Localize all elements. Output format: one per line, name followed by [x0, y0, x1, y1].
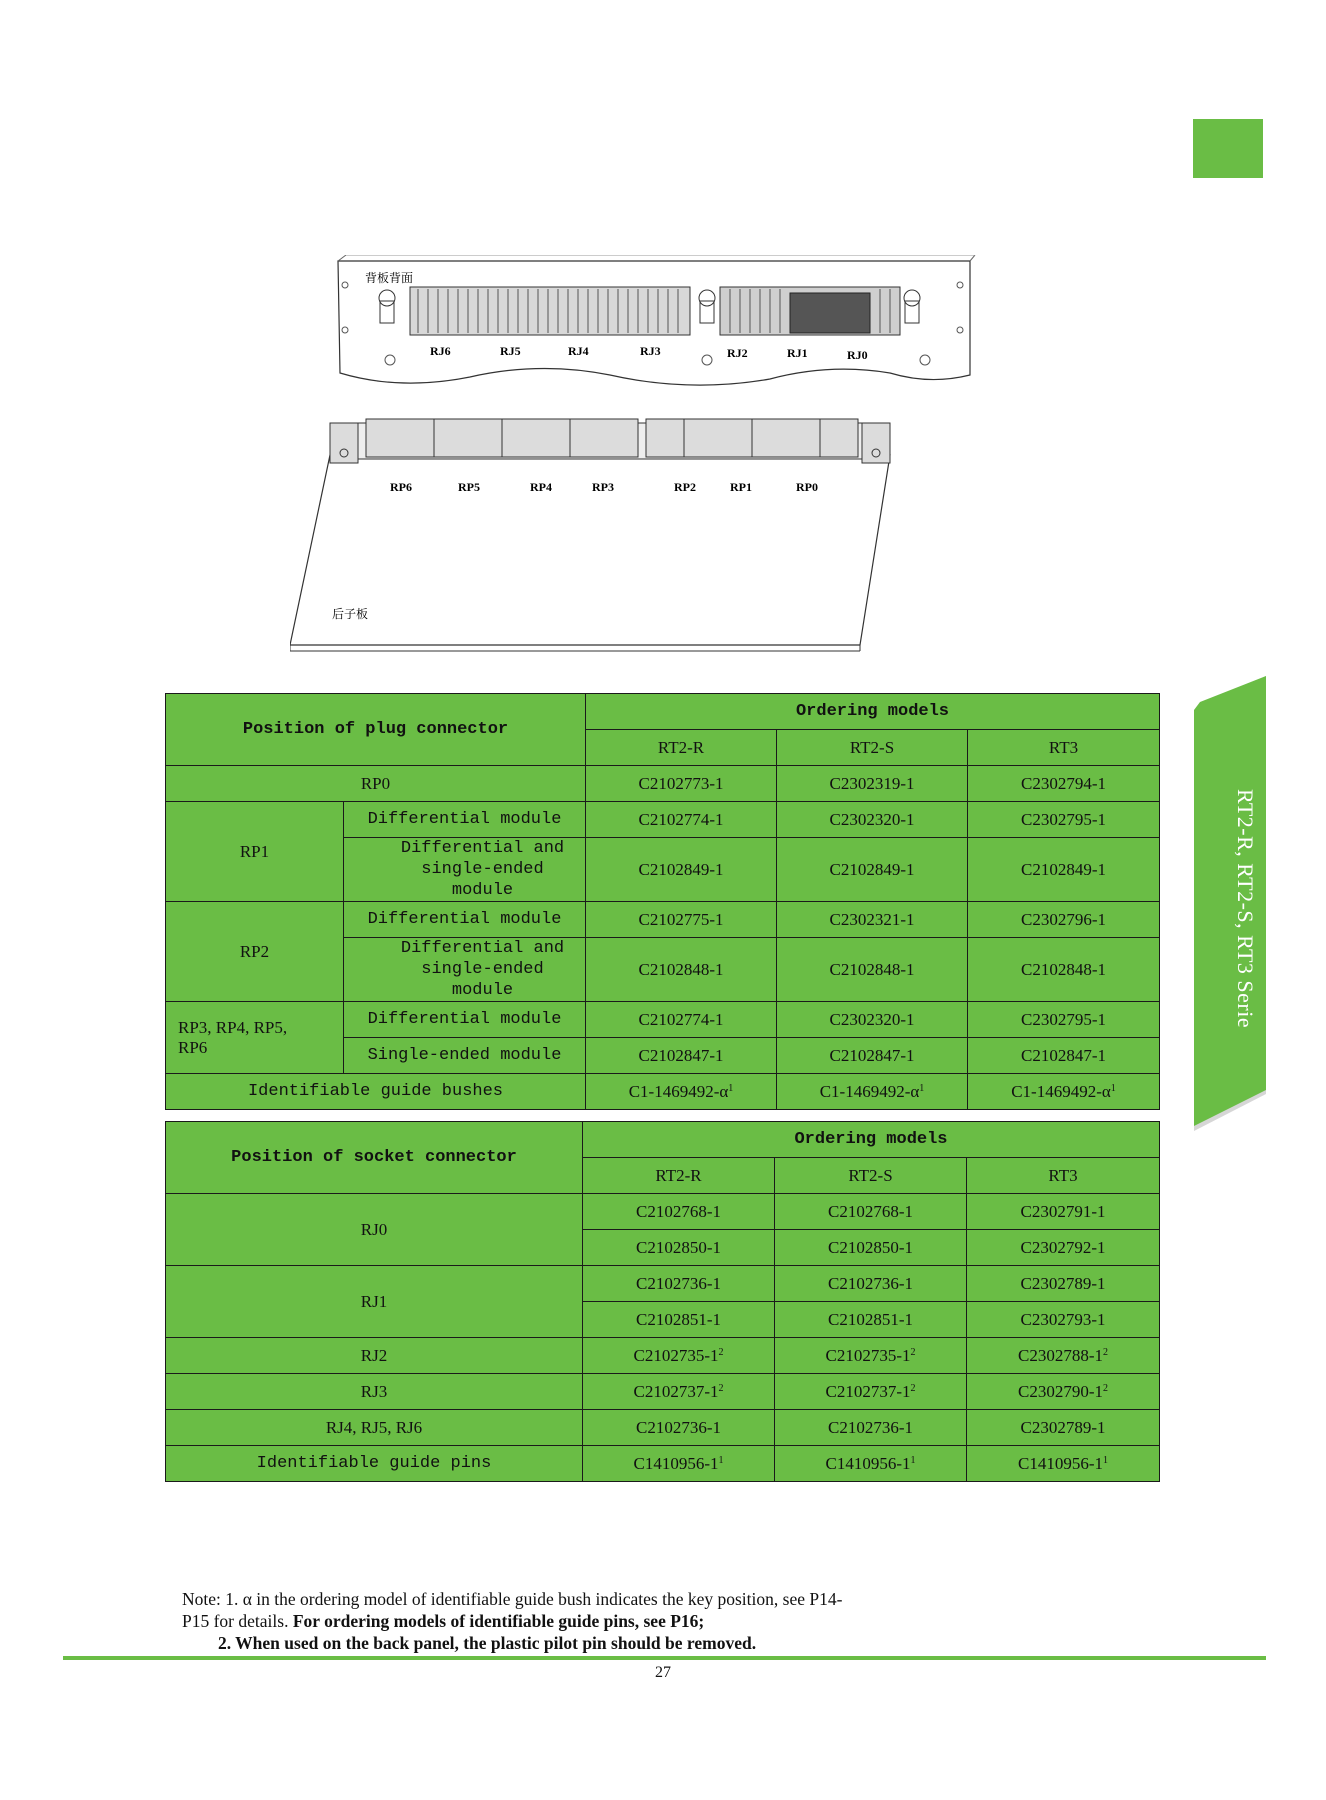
svg-text:RP6: RP6: [390, 480, 412, 494]
socket-position-header: Position of socket connector: [166, 1122, 583, 1194]
svg-text:RJ3: RJ3: [640, 344, 661, 358]
table-row: Identifiable guide bushes $C1-1469492-\alpha^1$ $C1-1469492-\alpha^1$ $C1-1469492-\alpha^1$: [166, 1074, 1160, 1110]
svg-text:RP0: RP0: [796, 480, 818, 494]
plug-col-rt2r: RT2-R: [586, 730, 777, 766]
svg-text:RJ0: RJ0: [847, 348, 868, 362]
plug-position-header: Position of plug connector: [166, 694, 586, 766]
svg-text:RP3: RP3: [592, 480, 614, 494]
socket-connector-table: [165, 1121, 1160, 1482]
table-row: Single-ended module C2102847-1 C2102847-1 C2102847-1: [166, 1038, 1160, 1074]
plug-ordering-header: Ordering models: [586, 694, 1160, 730]
socket-ordering-header: Ordering models: [583, 1122, 1160, 1158]
table-row: Differential and single-ended module C2102848-1 C2102848-1 C2102848-1: [166, 938, 1160, 1002]
svg-text:RP5: RP5: [458, 480, 480, 494]
plug-col-rt3: RT3: [968, 730, 1160, 766]
svg-text:RP1: RP1: [730, 480, 752, 494]
svg-text:RJ2: RJ2: [727, 346, 748, 360]
table-row: RP0 C2102773-1 C2302319-1 C2302794-1: [166, 766, 1160, 802]
table-row: RJ4, RJ5, RJ6 C2102736-1 C2102736-1 C2302789-1: [166, 1410, 1160, 1446]
socket-col-rt2r: RT2-R: [583, 1158, 775, 1194]
table-row: RJ0 C2102768-1 C2102768-1 C2302791-1: [166, 1194, 1160, 1230]
svg-text:RP4: RP4: [530, 480, 552, 494]
socket-col-rt3: RT3: [967, 1158, 1160, 1194]
footer-rule: [63, 1656, 1266, 1660]
table-row: RP3, RP4, RP5, RP6 Differential module C2102774-1 C2302320-1 C2302795-1: [166, 1002, 1160, 1038]
table-row: RJ3 $C2102737-1^2$ $C2102737-1^2$ $C2302790-1^2$: [166, 1374, 1160, 1410]
table-row: Identifiable guide pins $C1410956-1^1$ $C1410956-1^1$ $C1410956-1^1$: [166, 1446, 1160, 1482]
table-row: RP2 Differential module C2102775-1 C2302321-1 C2302796-1: [166, 902, 1160, 938]
table-row: RJ1 C2102736-1 C2102736-1 C2302789-1: [166, 1266, 1160, 1302]
plug-connector-table: [165, 693, 1160, 1110]
table-row: C2102851-1 C2102851-1 C2302793-1: [166, 1302, 1160, 1338]
svg-text:RP2: RP2: [674, 480, 696, 494]
series-side-label: RT2-R, RT2-S, RT3 Serie: [1233, 789, 1258, 1029]
table-row: RP1 Differential module C2102774-1 C2302320-1 C2302795-1: [166, 802, 1160, 838]
backplane-label: 背板背面: [365, 271, 414, 285]
section-marker: [1193, 119, 1263, 178]
series-side-tab: [1190, 676, 1266, 1131]
sub-board-label: 后子板: [332, 607, 369, 621]
note-line-2: P15 for details. For ordering models of identifiable guide pins, see P16;: [182, 1611, 705, 1631]
sub-board-drawing: [290, 419, 890, 651]
footnote: [182, 1588, 882, 1654]
socket-col-rt2s: RT2-S: [775, 1158, 967, 1194]
svg-text:RJ1: RJ1: [787, 346, 808, 360]
table-row: C2102850-1 C2102850-1 C2302792-1: [166, 1230, 1160, 1266]
page-number: 27: [655, 1664, 671, 1681]
connector-assembly-figure: [290, 255, 990, 655]
note-line-1: Note: 1. α in the ordering model of identifiable guide bush indicates the key position, see P14-: [182, 1589, 843, 1609]
note-line-3: 2. When used on the back panel, the plastic pilot pin should be removed.: [218, 1633, 757, 1653]
backplane-drawing: [338, 255, 975, 385]
table-row: Differential and single-ended module C2102849-1 C2102849-1 C2102849-1: [166, 838, 1160, 902]
svg-text:RJ5: RJ5: [500, 344, 521, 358]
table-row: RJ2 $C2102735-1^2$ $C2102735-1^2$ $C2302788-1^2$: [166, 1338, 1160, 1374]
svg-text:RJ6: RJ6: [430, 344, 451, 358]
plug-col-rt2s: RT2-S: [777, 730, 968, 766]
svg-text:RJ4: RJ4: [568, 344, 589, 358]
